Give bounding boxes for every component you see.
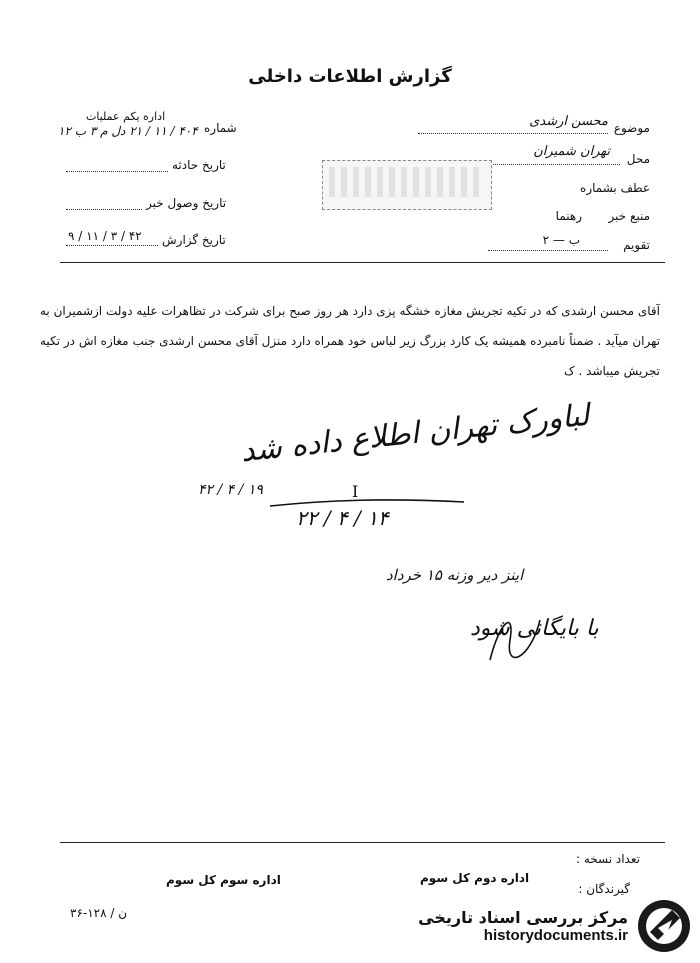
reference-label: عطف بشماره (580, 181, 650, 195)
annotation-note-3: با بایگانی شود (470, 616, 599, 641)
incident-date-label: تاریخ حادثه (172, 158, 226, 172)
footer-divider (60, 842, 665, 843)
annotation-number: ۱۴ / ۴ / ۲۲ (296, 506, 389, 530)
copies-label: تعداد نسخه : (575, 852, 640, 866)
evaluation-value: ب — ۲ (542, 233, 580, 247)
source-label: منبع خبر (608, 209, 650, 223)
number-label: شماره (204, 121, 237, 135)
place-value: تهران شمیران (533, 144, 610, 159)
file-code: ۳۶-۱۲۸ / ن (70, 906, 128, 920)
annotation-note-2: اینز دیر وزنه ۱۵ خرداد (386, 566, 524, 584)
number-value: ۴۰۴ / ۱۱ / ۲۱ دل م ۳ ب ۱۲ (58, 124, 198, 138)
annotation-date: ۱۹ / ۴ / ۴۲ (198, 482, 263, 498)
signature-scribble (470, 600, 550, 670)
source-value: رهنما (555, 209, 582, 223)
document-title: گزارش اطلاعات داخلی (248, 66, 452, 87)
subject-label: موضوع (613, 121, 650, 135)
report-date-value: ۴۲ / ۳ / ۱۱ / ۹ (68, 229, 142, 243)
redacted-stamp (322, 160, 492, 210)
archive-watermark (402, 893, 692, 959)
watermark-line-2: historydocuments.ir (483, 927, 628, 944)
watermark-line-1: مرکز بررسی اسناد تاریخی (418, 908, 628, 927)
recipients-label: گیرندگان : (578, 882, 630, 896)
recipient-dept-2: اداره دوم کل سوم (420, 871, 530, 885)
receipt-date-label: تاریخ وصول خبر (146, 196, 227, 210)
archive-logo-icon (636, 898, 692, 954)
place-label: محل (626, 152, 650, 166)
number-office: اداره یکم عملیات (86, 110, 166, 123)
recipient-dept-3: اداره سوم کل سوم (166, 873, 281, 887)
receipt-date-dots (66, 195, 142, 210)
incident-date-dots (66, 157, 168, 172)
report-date-label: تاریخ گزارش (162, 233, 226, 247)
watermark-text (418, 908, 628, 944)
report-body: آقای محسن ارشدی که در تکیه تجریش مغازه خشگه پزی دارد هر روز صبح برای شرکت در تظاهرات علیه دولت ازشمیران به تهران میآید . ضمناً نامبرده همیشه یک کارد بزرگ زیر لباس خود همراه دارد منزل آقای محسن ارشدی جنب مغازه اش در تکیه تجریش میباشد . ک (40, 304, 660, 378)
evaluation-label: تقویم (623, 238, 650, 252)
subject-value: محسن ارشدی (529, 114, 608, 129)
annotation-roman: I (352, 482, 359, 501)
header-divider (60, 262, 665, 263)
annotation-note-1: لباورک تهران اطلاع داده شد (239, 397, 591, 470)
